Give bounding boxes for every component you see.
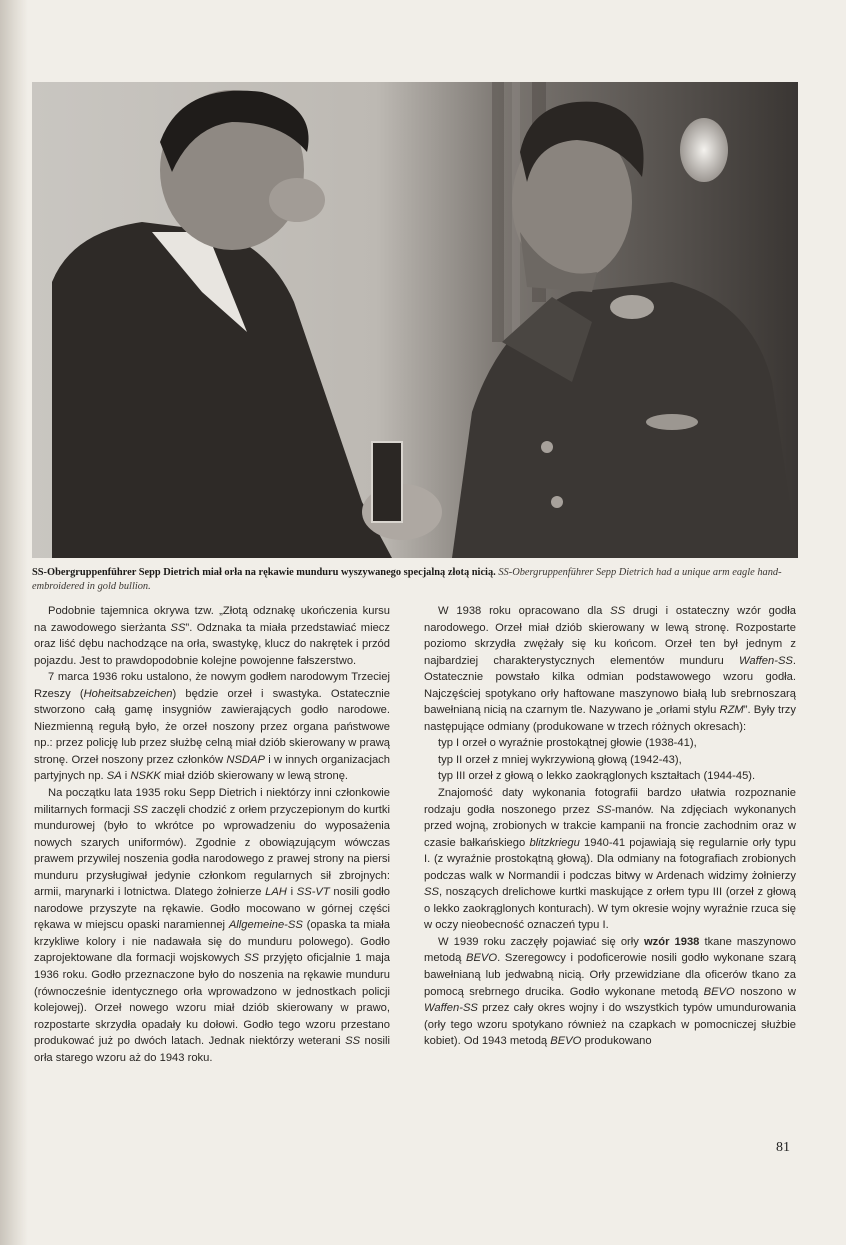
- page-binding-shadow: [0, 0, 28, 1245]
- list-item: typ II orzeł z mniej wykrzywioną głową (1942-43),: [438, 753, 682, 766]
- photograph-icon: [32, 82, 798, 558]
- paragraph: W 1938 roku opracowano dla SS drugi i ostateczny wzór godła narodowego. Orzeł miał dziób skierowany w lewą stronę. Rozpostarte poziomo skrzydła zwężały się ku końcom. Orzeł ten był jednym z najbardziej charakterystycznych elementów munduru Waffen-SS. Ostatecznie powstało kilka odmian podstawowego wzoru godła. Najczęściej spotykano orły haftowane maszynowo białą lub srebrnoszarą bawełnianą nicią na czarnym tle. Nazywano je „orłami stylu RZM”. Były trzy następujące odmiany (produkowane w trzech różnych okresach):: [424, 605, 796, 733]
- page-number: 81: [776, 1140, 790, 1155]
- left-text-column: [34, 603, 390, 1066]
- paragraph: Znajomość daty wykonania fotografii bardzo ułatwia rozpoznanie rodzaju godła noszonego przez SS-manów. Na zdjęciach wykonanych przed wojną, zrobionych w trakcie kampanii na froncie zachodnim oraz w czasie bałkańskiego blitzkriegu 1940-41 pojawiają się regularnie orły typu I. (z wyraźnie prostokątną głową). Dla odmiany na fotografiach zrobionych podczas walk w Normandii i podczas bitwy w Ardenach widzimy żołnierzy SS, noszących drelichowe kurtki maskujące z orłem typu III (orzeł z głową o lekko zaokrąglonych konturach). W tym okresie wojny wyraźnie rzuca się w oczy nieobecność oznaczeń typu I.: [424, 787, 796, 932]
- list-item: typ III orzeł z głową o lekko zaokrąglonych kształtach (1944-45).: [438, 770, 756, 783]
- caption-polish: SS-Obergruppenführer Sepp Dietrich miał orła na rękawie munduru wyszywanego specjalną złotą nicią.: [32, 567, 496, 578]
- caption-english: SS-Obergruppenführer Sepp Dietrich had a unique arm eagle hand-embroidered in gold bullion.: [32, 567, 782, 592]
- historical-photograph: [32, 82, 798, 558]
- right-text-column: [424, 603, 796, 1050]
- paragraph: W 1939 roku zaczęły pojawiać się orły wzór 1938 tkane maszynowo metodą BEVO. Szeregowcy i podoficerowie nosili godło wykonane szarą bawełnianą lub jedwabną nicią. Orły przewidziane dla oficerów tkano za pomocą srebrnego drucika. Godło wykonane metodą BEVO noszono w Waffen-SS przez cały okres wojny i do wszystkich typów umundurowania (orły tego wzoru spotykano również na czapkach w pomocniczej służbie kobiet). Od 1943 metodą BEVO produkowano: [424, 935, 797, 1048]
- paragraph: Na początku lata 1935 roku Sepp Dietrich i niektórzy inni członkowie militarnych formacji SS zaczęli chodzić z orłem przyczepionym do kurtki mundurowej (było to wkrótce po wprowadzeniu do wyposażenia nowych szarych uniformów). Zgodnie z obowiązującym wówczas prawem przywilej noszenia godła narodowego z prawej strony na piersi munduru przysługiwał jedynie członkom regularnych sił zbrojnych: armii, marynarki i lotnictwa. Dlatego żołnierze LAH i SS-VT nosili godło narodowe przyszyte na rękawie. Godło mocowano w górnej części rękawa w miejscu opaski naramiennej Allgemeine-SS (opaska ta miała krzykliwe kolory i nie nadawała się do munduru polowego). Godło zaprojektowane dla formacji wojskowych SS przyjęto oficjalnie 1 maja 1936 roku. Godło przeznaczone było do noszenia na rękawie munduru (równocześnie identycznego orła wprowadzono w jednostkach policji kolejowej). Orzeł nowego wzoru miał dziób skierowany w prawo, rozpostarte skrzydła opadały ku dołowi. Godło tego wzoru przestano produkować już po dwóch latach. Jednak niektórzy weterani SS nosili orła starego wzoru aż do 1943 roku.: [34, 787, 391, 1064]
- paragraph: 7 marca 1936 roku ustalono, że nowym godłem narodowym Trzeciej Rzeszy (Hoheitsabzeichen) będzie orzeł i swastyka. Ostatecznie stworzono całą gamę insygniów zawierających godło narodowe. Niezmienną regułą było, że orzeł noszony przez organa państwowe np.: przez policję lub przez służbę celną miał dziób skierowany w prawą stronę. Orzeł noszony przez członków NSDAP i w innych organizacjach partyjnych np. SA i NSKK miał dziób skierowany w lewą stronę.: [34, 671, 391, 783]
- photo-caption: [32, 566, 802, 594]
- list-item: typ I orzeł o wyraźnie prostokątnej głowie (1938-41),: [438, 737, 697, 750]
- paragraph: Podobnie tajemnica okrywa tzw. „Złotą odznakę ukończenia kursu na zawodowego sierżanta SS”. Odznaka ta miała przedstawiać miecz oraz liść dębu nachodzące na orła, swastykę, klucz do nakrętek i przód pojazdu. Jest to prawdopodobnie kolejne powojenne fałszerstwo.: [34, 605, 390, 667]
